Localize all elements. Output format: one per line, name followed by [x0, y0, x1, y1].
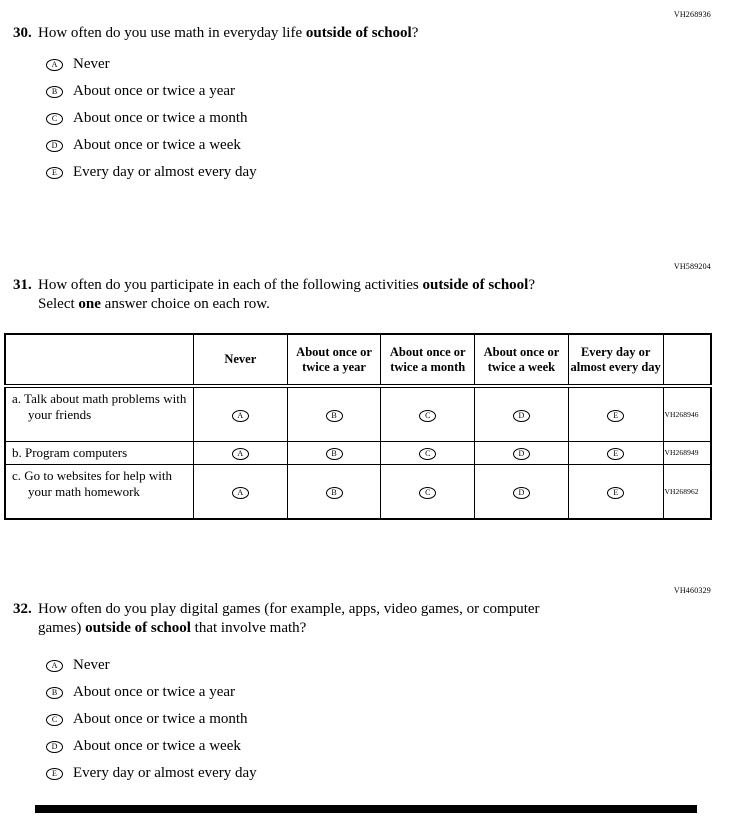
answer-bubble[interactable]: A — [232, 448, 249, 460]
option-label: About once or twice a month — [73, 110, 248, 126]
page-footer-bar — [35, 805, 697, 813]
question-30-text: How often do you use math in everyday life outside of school? — [38, 25, 419, 41]
question-32-text: How often do you play digital games (for example, apps, video games, or computer games) outside of school that involve math? — [38, 601, 540, 636]
option-never[interactable] — [46, 51, 715, 78]
question-32-code: VH460329 — [673, 586, 711, 595]
answer-cell[interactable] — [381, 386, 475, 441]
column-header-everyday: Every day or almost every day — [568, 334, 663, 386]
row-label-cell: c. Go to websites for help with your math homework — [5, 464, 193, 519]
option-everyday[interactable] — [46, 159, 715, 186]
answer-bubble[interactable]: C — [46, 714, 63, 726]
option-label: Every day or almost every day — [73, 164, 257, 180]
answer-cell[interactable] — [475, 386, 569, 441]
answer-bubble[interactable]: D — [513, 448, 530, 460]
answer-bubble[interactable]: C — [419, 410, 436, 422]
answer-cell[interactable] — [475, 441, 569, 464]
answer-cell[interactable] — [568, 464, 663, 519]
option-label: About once or twice a year — [73, 684, 236, 700]
option-label: Never — [73, 657, 110, 673]
row-code: VH268962 — [663, 464, 711, 519]
answer-bubble[interactable]: D — [513, 487, 530, 499]
column-header-week: About once or twice a week — [475, 334, 569, 386]
answer-bubble[interactable]: E — [46, 768, 63, 780]
answer-bubble[interactable]: E — [607, 410, 624, 422]
answer-bubble[interactable]: E — [607, 448, 624, 460]
row-code: VH268946 — [663, 386, 711, 441]
question-31-code: VH589204 — [673, 262, 711, 271]
option-label: About once or twice a month — [73, 711, 248, 727]
row-label-cell: b. Program computers — [5, 441, 193, 464]
answer-cell[interactable] — [193, 441, 287, 464]
row-code: VH268949 — [663, 441, 711, 464]
answer-bubble[interactable]: A — [232, 487, 249, 499]
table-row-c — [5, 464, 711, 519]
answer-bubble[interactable]: C — [419, 487, 436, 499]
table-row-a — [5, 386, 711, 441]
answer-cell[interactable] — [193, 386, 287, 441]
answer-cell[interactable] — [381, 464, 475, 519]
question-30-stem — [13, 24, 715, 43]
option-month[interactable] — [46, 706, 715, 733]
corner-cell — [5, 334, 193, 386]
answer-cell[interactable] — [568, 386, 663, 441]
answer-bubble[interactable]: C — [46, 113, 63, 125]
answer-cell[interactable] — [287, 464, 381, 519]
column-header-year: About once or twice a year — [287, 334, 381, 386]
option-never[interactable] — [46, 652, 715, 679]
answer-bubble[interactable]: D — [46, 140, 63, 152]
answer-bubble[interactable]: B — [326, 448, 343, 460]
answer-bubble[interactable]: D — [513, 410, 530, 422]
question-31-table — [4, 333, 712, 520]
table-header-row — [5, 334, 711, 386]
question-32-stem — [13, 600, 715, 638]
option-everyday[interactable] — [46, 760, 715, 787]
question-30-options — [46, 51, 715, 186]
option-year[interactable] — [46, 78, 715, 105]
answer-bubble[interactable]: A — [46, 59, 63, 71]
question-32-number: 32. — [13, 601, 32, 617]
answer-bubble[interactable]: A — [46, 660, 63, 672]
option-year[interactable] — [46, 679, 715, 706]
answer-bubble[interactable]: E — [607, 487, 624, 499]
column-header-month: About once or twice a month — [381, 334, 475, 386]
answer-bubble[interactable]: B — [326, 487, 343, 499]
question-31-stem — [13, 276, 715, 295]
option-label: About once or twice a week — [73, 738, 241, 754]
option-label: Never — [73, 56, 110, 72]
option-label: About once or twice a year — [73, 83, 236, 99]
question-32-options — [46, 652, 715, 787]
answer-bubble[interactable]: B — [46, 86, 63, 98]
answer-bubble[interactable]: C — [419, 448, 436, 460]
option-week[interactable] — [46, 132, 715, 159]
answer-bubble[interactable]: E — [46, 167, 63, 179]
row-label-cell: a. Talk about math problems with your friends — [5, 386, 193, 441]
answer-bubble[interactable]: A — [232, 410, 249, 422]
answer-bubble[interactable]: D — [46, 741, 63, 753]
code-column-header — [663, 334, 711, 386]
option-label: About once or twice a week — [73, 137, 241, 153]
question-32 — [13, 600, 715, 787]
question-30-number: 30. — [13, 25, 32, 41]
column-header-never: Never — [193, 334, 287, 386]
answer-cell[interactable] — [193, 464, 287, 519]
answer-bubble[interactable]: B — [46, 687, 63, 699]
question-30 — [13, 24, 715, 186]
option-label: Every day or almost every day — [73, 765, 257, 781]
option-month[interactable] — [46, 105, 715, 132]
question-31-instruction: Select one answer choice on each row. — [38, 296, 270, 312]
answer-bubble[interactable]: B — [326, 410, 343, 422]
answer-cell[interactable] — [287, 441, 381, 464]
question-31-number: 31. — [13, 277, 32, 293]
answer-cell[interactable] — [381, 441, 475, 464]
table-row-b — [5, 441, 711, 464]
answer-cell[interactable] — [475, 464, 569, 519]
question-31 — [13, 276, 715, 314]
answer-cell[interactable] — [568, 441, 663, 464]
question-30-code: VH268936 — [673, 10, 711, 19]
answer-cell[interactable] — [287, 386, 381, 441]
option-week[interactable] — [46, 733, 715, 760]
question-31-text: How often do you participate in each of the following activities outside of school? — [38, 277, 535, 293]
